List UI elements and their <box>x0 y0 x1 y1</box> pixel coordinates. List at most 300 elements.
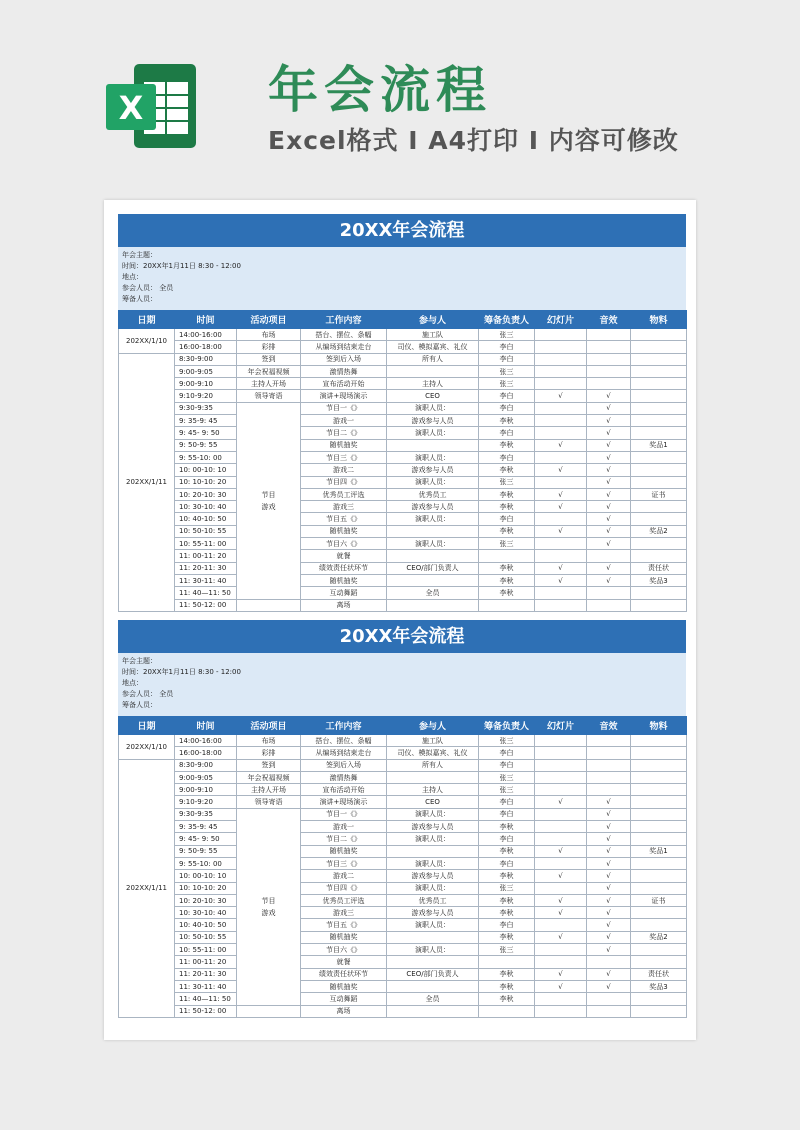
cell-participant: 游戏参与人员 <box>387 821 479 833</box>
cell-material <box>631 919 687 931</box>
cell-sound: √ <box>587 821 631 833</box>
cell-sound <box>587 759 631 771</box>
excel-logo-icon <box>104 58 200 154</box>
cell-content: 节目一《》 <box>301 808 387 820</box>
cell-time: 10: 00-10: 10 <box>175 870 237 882</box>
sheet-banner-title: 20XX年会流程 <box>118 620 686 653</box>
cell-participant: 演职人员： <box>387 857 479 869</box>
cell-sound <box>587 587 631 599</box>
table-row <box>119 599 687 611</box>
sheet-banner-title: 20XX年会流程 <box>118 214 686 247</box>
cell-sound: √ <box>587 574 631 586</box>
cell-slide <box>535 599 587 611</box>
cell-slide: √ <box>535 464 587 476</box>
cell-time: 10: 10-10: 20 <box>175 882 237 894</box>
cell-owner: 李秋 <box>479 525 535 537</box>
table-row <box>119 784 687 796</box>
cell-content: 节目三《》 <box>301 451 387 463</box>
cell-participant: 游戏参与人员 <box>387 464 479 476</box>
cell-slide <box>535 415 587 427</box>
cell-participant: 演职人员： <box>387 882 479 894</box>
cell-participant <box>387 365 479 377</box>
cell-project: 年会祝福视频 <box>237 771 301 783</box>
cell-content: 从编场到结束走台 <box>301 341 387 353</box>
cell-material <box>631 993 687 1005</box>
cell-owner: 张三 <box>479 771 535 783</box>
cell-slide: √ <box>535 796 587 808</box>
column-header: 音效 <box>587 311 631 329</box>
cell-content: 搭台、摆位、条幅 <box>301 735 387 747</box>
cell-project: 签到 <box>237 759 301 771</box>
cell-content: 随机抽奖 <box>301 931 387 943</box>
cell-time: 9:00-9:05 <box>175 771 237 783</box>
cell-participant: 游戏参与人员 <box>387 415 479 427</box>
cell-participant: 演职人员： <box>387 808 479 820</box>
cell-material <box>631 870 687 882</box>
cell-owner: 李秋 <box>479 870 535 882</box>
column-header: 日期 <box>119 311 175 329</box>
cell-material <box>631 538 687 550</box>
cell-owner: 张三 <box>479 784 535 796</box>
cell-sound <box>587 784 631 796</box>
table-row <box>119 427 687 439</box>
cell-participant: 优秀员工 <box>387 488 479 500</box>
cell-sound: √ <box>587 894 631 906</box>
cell-material <box>631 476 687 488</box>
table-row <box>119 550 687 562</box>
table-row <box>119 931 687 943</box>
cell-time: 10: 00-10: 10 <box>175 464 237 476</box>
cell-owner: 张三 <box>479 882 535 894</box>
cell-sound: √ <box>587 833 631 845</box>
table-row <box>119 574 687 586</box>
table-row <box>119 341 687 353</box>
cell-time: 10: 30-10: 40 <box>175 907 237 919</box>
cell-owner: 李秋 <box>479 894 535 906</box>
cell-content: 节目一《》 <box>301 402 387 414</box>
cell-material <box>631 735 687 747</box>
cell-slide: √ <box>535 501 587 513</box>
cell-slide <box>535 427 587 439</box>
cell-owner: 李白 <box>479 747 535 759</box>
cell-time: 9:00-9:10 <box>175 378 237 390</box>
cell-participant: 游戏参与人员 <box>387 870 479 882</box>
cell-slide: √ <box>535 562 587 574</box>
cell-owner: 李秋 <box>479 907 535 919</box>
cell-time: 10: 50-10: 55 <box>175 931 237 943</box>
cell-material: 责任状 <box>631 968 687 980</box>
cell-owner: 李秋 <box>479 968 535 980</box>
cell-slide <box>535 857 587 869</box>
table-row <box>119 857 687 869</box>
cell-content: 激情热舞 <box>301 771 387 783</box>
cell-content: 互动舞蹈 <box>301 993 387 1005</box>
info-line: 地点： <box>122 679 143 687</box>
column-header: 参与人 <box>387 717 479 735</box>
cell-material <box>631 451 687 463</box>
cell-participant: 演职人员： <box>387 451 479 463</box>
cell-slide: √ <box>535 845 587 857</box>
cell-slide <box>535 833 587 845</box>
cell-content: 优秀员工评选 <box>301 488 387 500</box>
cell-participant: CEO/部门负责人 <box>387 562 479 574</box>
cell-owner: 张三 <box>479 735 535 747</box>
table-row <box>119 513 687 525</box>
table-row <box>119 808 687 820</box>
cell-owner <box>479 1005 535 1017</box>
cell-owner: 李白 <box>479 857 535 869</box>
cell-slide <box>535 329 587 341</box>
cell-participant <box>387 525 479 537</box>
cell-slide <box>535 771 587 783</box>
cell-material <box>631 415 687 427</box>
info-line: 参会人员： 全员 <box>122 690 174 698</box>
cell-owner: 李秋 <box>479 562 535 574</box>
cell-content: 节目二《》 <box>301 427 387 439</box>
cell-content: 激情热舞 <box>301 365 387 377</box>
cell-material <box>631 550 687 562</box>
cell-owner: 李白 <box>479 759 535 771</box>
cell-content: 游戏三 <box>301 501 387 513</box>
table-row <box>119 956 687 968</box>
cell-slide <box>535 378 587 390</box>
cell-material <box>631 771 687 783</box>
cell-time: 10: 20-10: 30 <box>175 488 237 500</box>
cell-sound <box>587 771 631 783</box>
cell-participant: 施工队 <box>387 735 479 747</box>
cell-slide: √ <box>535 968 587 980</box>
cell-time: 9: 45- 9: 50 <box>175 427 237 439</box>
cell-time: 10: 40-10: 50 <box>175 513 237 525</box>
cell-material <box>631 907 687 919</box>
cell-slide: √ <box>535 439 587 451</box>
cell-time: 10: 10-10: 20 <box>175 476 237 488</box>
column-header: 筹备负责人 <box>479 311 535 329</box>
cell-content: 签到后入场 <box>301 353 387 365</box>
cell-content: 演讲+现场演示 <box>301 796 387 808</box>
cell-project <box>237 1005 301 1017</box>
cell-time: 11: 30-11: 40 <box>175 980 237 992</box>
cell-owner: 李秋 <box>479 980 535 992</box>
cell-material <box>631 402 687 414</box>
cell-sound <box>587 378 631 390</box>
cell-time: 10: 40-10: 50 <box>175 919 237 931</box>
cell-material <box>631 833 687 845</box>
cell-time: 11: 20-11: 30 <box>175 562 237 574</box>
cell-participant <box>387 980 479 992</box>
column-header: 参与人 <box>387 311 479 329</box>
cell-sound: √ <box>587 525 631 537</box>
cell-participant: CEO/部门负责人 <box>387 968 479 980</box>
cell-content: 绩效责任状环节 <box>301 968 387 980</box>
cell-content: 节目二《》 <box>301 833 387 845</box>
cell-material: 奖品2 <box>631 931 687 943</box>
cell-sound <box>587 1005 631 1017</box>
cell-owner: 李秋 <box>479 464 535 476</box>
cell-material <box>631 390 687 402</box>
cell-participant: 司仪、模拟嘉宾、礼仪 <box>387 747 479 759</box>
cell-material <box>631 857 687 869</box>
cell-participant: 演职人员： <box>387 538 479 550</box>
table-row <box>119 402 687 414</box>
cell-slide <box>535 587 587 599</box>
flow-table <box>118 310 687 612</box>
cell-owner: 李白 <box>479 808 535 820</box>
table-row <box>119 562 687 574</box>
cell-project: 领导寄语 <box>237 390 301 402</box>
cell-sound <box>587 599 631 611</box>
cell-slide <box>535 402 587 414</box>
cell-slide <box>535 365 587 377</box>
table-row <box>119 907 687 919</box>
cell-owner: 李秋 <box>479 845 535 857</box>
cell-sound: √ <box>587 415 631 427</box>
cell-time: 10: 55-11: 00 <box>175 538 237 550</box>
table-row <box>119 488 687 500</box>
cell-time: 9: 55-10: 00 <box>175 451 237 463</box>
cell-participant <box>387 845 479 857</box>
table-row <box>119 378 687 390</box>
cell-content: 宣布活动开始 <box>301 378 387 390</box>
cell-material <box>631 599 687 611</box>
cell-owner: 李白 <box>479 402 535 414</box>
cell-material <box>631 341 687 353</box>
cell-slide <box>535 476 587 488</box>
cell-content: 随机抽奖 <box>301 439 387 451</box>
cell-participant <box>387 771 479 783</box>
cell-time: 11: 00-11: 20 <box>175 956 237 968</box>
cell-participant <box>387 550 479 562</box>
table-row <box>119 464 687 476</box>
cell-slide <box>535 1005 587 1017</box>
cell-content: 搭台、摆位、条幅 <box>301 329 387 341</box>
cell-material: 奖品3 <box>631 980 687 992</box>
page-title: 年会流程 <box>268 61 492 119</box>
cell-owner: 张三 <box>479 476 535 488</box>
cell-sound <box>587 993 631 1005</box>
cell-owner: 李白 <box>479 451 535 463</box>
cell-slide <box>535 341 587 353</box>
cell-content: 从编场到结束走台 <box>301 747 387 759</box>
cell-sound: √ <box>587 439 631 451</box>
cell-sound: √ <box>587 980 631 992</box>
cell-sound <box>587 956 631 968</box>
activity-group-cell: 节目 游戏 <box>237 808 301 1005</box>
cell-participant: 全员 <box>387 587 479 599</box>
table-row <box>119 796 687 808</box>
cell-material <box>631 808 687 820</box>
page-subtitle: Excel格式 I A4打印 I 内容可修改 <box>268 126 679 155</box>
cell-time: 9: 50-9: 55 <box>175 845 237 857</box>
cell-slide <box>535 882 587 894</box>
cell-content: 节目五《》 <box>301 919 387 931</box>
info-line: 地点： <box>122 273 143 281</box>
cell-material: 奖品2 <box>631 525 687 537</box>
cell-material <box>631 784 687 796</box>
activity-group-cell: 节目 游戏 <box>237 402 301 599</box>
cell-owner: 李白 <box>479 390 535 402</box>
cell-participant: 司仪、模拟嘉宾、礼仪 <box>387 341 479 353</box>
cell-sound <box>587 735 631 747</box>
cell-project: 布场 <box>237 735 301 747</box>
spreadsheet-page <box>104 200 696 1040</box>
cell-material <box>631 587 687 599</box>
flow-sheet-1 <box>118 214 686 612</box>
cell-material <box>631 759 687 771</box>
table-row <box>119 538 687 550</box>
svg-text:X: X <box>118 89 144 127</box>
cell-owner: 李秋 <box>479 439 535 451</box>
cell-sound: √ <box>587 464 631 476</box>
cell-participant: 主持人 <box>387 784 479 796</box>
cell-sound: √ <box>587 919 631 931</box>
cell-slide <box>535 353 587 365</box>
cell-owner: 张三 <box>479 365 535 377</box>
table-row <box>119 833 687 845</box>
cell-content: 离场 <box>301 599 387 611</box>
cell-owner: 张三 <box>479 538 535 550</box>
cell-sound: √ <box>587 402 631 414</box>
column-header: 工作内容 <box>301 311 387 329</box>
cell-owner: 李秋 <box>479 488 535 500</box>
cell-participant: 演职人员： <box>387 919 479 931</box>
table-row <box>119 476 687 488</box>
info-line: 筹备人员： <box>122 701 157 709</box>
table-row <box>119 525 687 537</box>
cell-time: 8:30-9:00 <box>175 759 237 771</box>
cell-owner: 李秋 <box>479 821 535 833</box>
cell-participant <box>387 1005 479 1017</box>
table-row <box>119 747 687 759</box>
table-row <box>119 968 687 980</box>
sheet-info-panel <box>118 247 686 310</box>
table-row <box>119 587 687 599</box>
info-line: 时间：20XX年1月11日 8:30 - 12:00 <box>122 262 241 270</box>
header-row <box>119 311 687 329</box>
cell-time: 11: 20-11: 30 <box>175 968 237 980</box>
cell-content: 宣布活动开始 <box>301 784 387 796</box>
date-cell: 202XX/1/10 <box>119 329 175 354</box>
cell-sound: √ <box>587 944 631 956</box>
cell-project: 彩排 <box>237 341 301 353</box>
column-header: 活动项目 <box>237 311 301 329</box>
cell-owner: 李秋 <box>479 587 535 599</box>
cell-owner <box>479 599 535 611</box>
cell-sound: √ <box>587 451 631 463</box>
cell-owner: 李秋 <box>479 993 535 1005</box>
column-header: 幻灯片 <box>535 717 587 735</box>
cell-sound: √ <box>587 968 631 980</box>
table-row <box>119 821 687 833</box>
cell-material <box>631 464 687 476</box>
cell-participant: 演职人员： <box>387 427 479 439</box>
cell-slide: √ <box>535 525 587 537</box>
cell-content: 节目三《》 <box>301 857 387 869</box>
column-header: 音效 <box>587 717 631 735</box>
column-header: 物料 <box>631 717 687 735</box>
column-header: 物料 <box>631 311 687 329</box>
info-line: 筹备人员： <box>122 295 157 303</box>
cell-owner: 李白 <box>479 833 535 845</box>
cell-slide <box>535 513 587 525</box>
cell-material <box>631 329 687 341</box>
table-row <box>119 759 687 771</box>
cell-sound: √ <box>587 427 631 439</box>
info-line: 时间：20XX年1月11日 8:30 - 12:00 <box>122 668 241 676</box>
cell-time: 11: 50-12: 00 <box>175 1005 237 1017</box>
cell-material: 奖品1 <box>631 845 687 857</box>
cell-participant: 游戏参与人员 <box>387 907 479 919</box>
table-row <box>119 365 687 377</box>
cell-material <box>631 513 687 525</box>
cell-time: 9: 55-10: 00 <box>175 857 237 869</box>
cell-owner <box>479 956 535 968</box>
cell-sound: √ <box>587 870 631 882</box>
cell-time: 9:10-9:20 <box>175 796 237 808</box>
cell-sound: √ <box>587 931 631 943</box>
cell-material <box>631 944 687 956</box>
cell-owner: 李白 <box>479 919 535 931</box>
cell-time: 11: 40—11: 50 <box>175 587 237 599</box>
cell-slide: √ <box>535 894 587 906</box>
cell-time: 10: 50-10: 55 <box>175 525 237 537</box>
cell-content: 优秀员工评选 <box>301 894 387 906</box>
cell-sound: √ <box>587 857 631 869</box>
cell-participant: CEO <box>387 390 479 402</box>
table-row <box>119 980 687 992</box>
cell-slide <box>535 808 587 820</box>
cell-material <box>631 796 687 808</box>
cell-time: 16:00-18:00 <box>175 341 237 353</box>
cell-time: 9: 35-9: 45 <box>175 415 237 427</box>
cell-participant: 演职人员： <box>387 402 479 414</box>
cell-content: 节目六《》 <box>301 944 387 956</box>
cell-participant: 游戏参与人员 <box>387 501 479 513</box>
cell-slide <box>535 919 587 931</box>
cell-time: 14:00-16:00 <box>175 329 237 341</box>
cell-content: 节目四《》 <box>301 476 387 488</box>
cell-slide <box>535 451 587 463</box>
cell-sound: √ <box>587 513 631 525</box>
cell-material <box>631 1005 687 1017</box>
cell-material: 奖品3 <box>631 574 687 586</box>
cell-sound <box>587 365 631 377</box>
column-header: 工作内容 <box>301 717 387 735</box>
table-row <box>119 771 687 783</box>
cell-content: 随机抽奖 <box>301 980 387 992</box>
cell-sound <box>587 329 631 341</box>
table-row <box>119 944 687 956</box>
cell-time: 10: 30-10: 40 <box>175 501 237 513</box>
cell-participant: 演职人员： <box>387 944 479 956</box>
cell-sound: √ <box>587 882 631 894</box>
cell-participant: 优秀员工 <box>387 894 479 906</box>
cell-slide <box>535 784 587 796</box>
cell-content: 签到后入场 <box>301 759 387 771</box>
cell-time: 9:10-9:20 <box>175 390 237 402</box>
cell-time: 9: 35-9: 45 <box>175 821 237 833</box>
header-row <box>119 717 687 735</box>
column-header: 日期 <box>119 717 175 735</box>
cell-content: 游戏一 <box>301 821 387 833</box>
cell-slide: √ <box>535 931 587 943</box>
cell-owner: 张三 <box>479 378 535 390</box>
cell-participant <box>387 439 479 451</box>
cell-material <box>631 501 687 513</box>
date-cell: 202XX/1/11 <box>119 759 175 1017</box>
cell-material <box>631 747 687 759</box>
cell-slide <box>535 944 587 956</box>
